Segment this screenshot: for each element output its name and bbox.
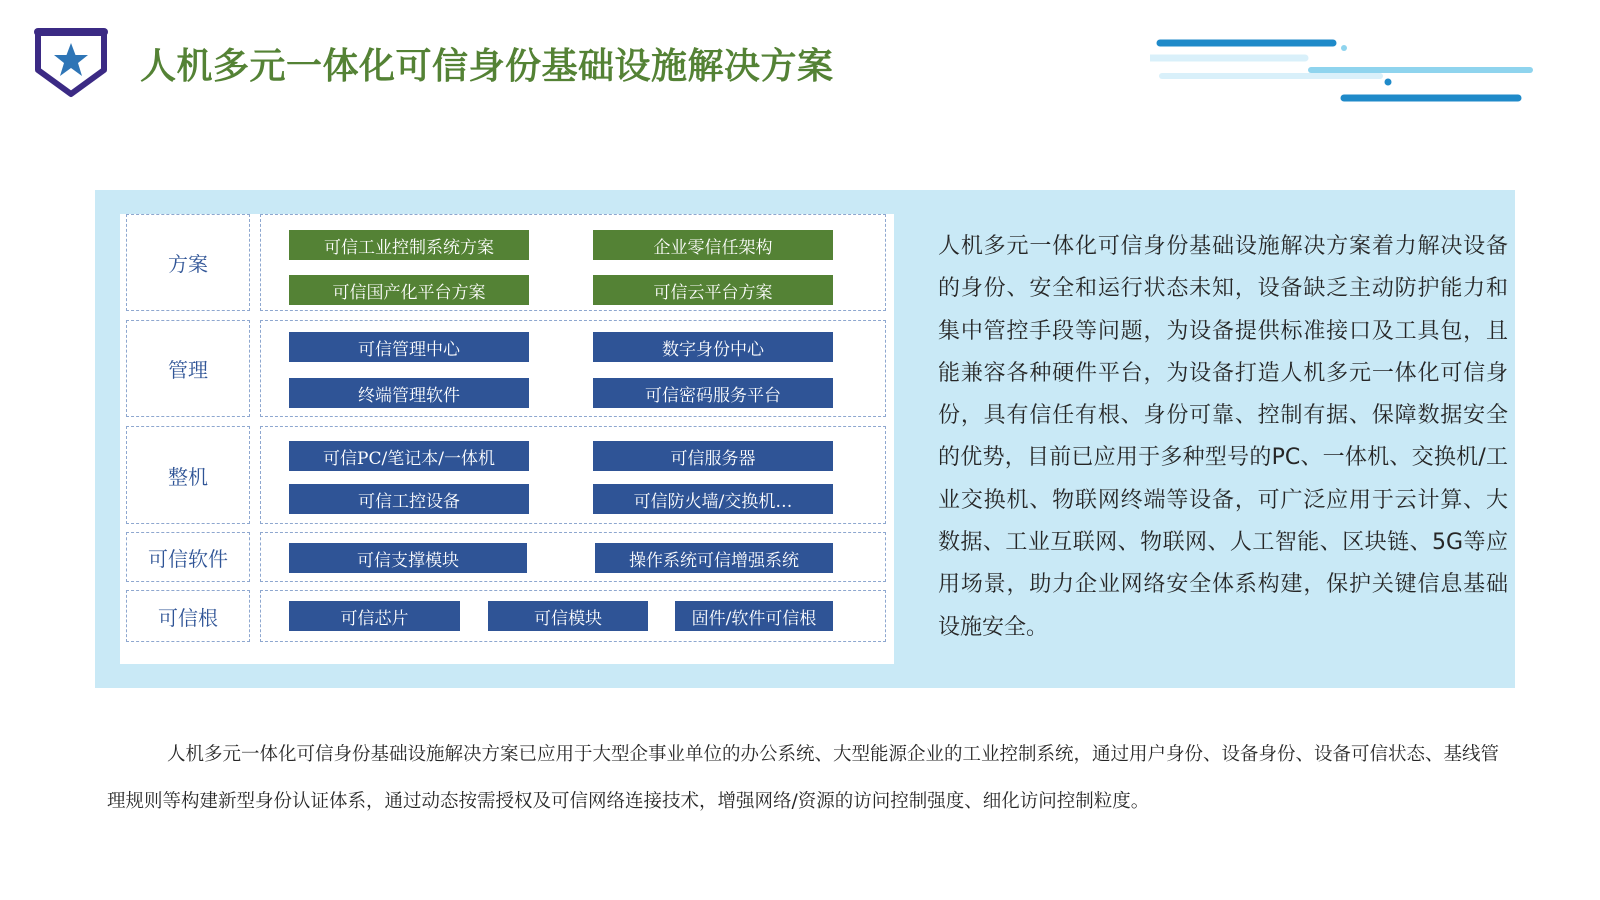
category-root-of-trust: 可信根 bbox=[126, 590, 250, 642]
box-industrial-control-solution: 可信工业控制系统方案 bbox=[289, 230, 529, 260]
box-trusted-module: 可信模块 bbox=[488, 601, 648, 631]
page-title: 人机多元一体化可信身份基础设施解决方案 bbox=[140, 46, 834, 87]
box-industrial-device: 可信工控设备 bbox=[289, 484, 529, 514]
box-trust-management-center: 可信管理中心 bbox=[289, 332, 529, 362]
category-management: 管理 bbox=[126, 320, 250, 417]
box-os-enhancement: 操作系统可信增强系统 bbox=[595, 543, 833, 573]
box-digital-identity-center: 数字身份中心 bbox=[593, 332, 833, 362]
group-solution bbox=[260, 214, 886, 311]
box-support-module: 可信支撑模块 bbox=[289, 543, 527, 573]
box-terminal-management: 终端管理软件 bbox=[289, 378, 529, 408]
box-firmware-root: 固件/软件可信根 bbox=[675, 601, 833, 631]
group-root-of-trust bbox=[260, 590, 886, 642]
box-zero-trust: 企业零信任架构 bbox=[593, 230, 833, 260]
category-hardware: 整机 bbox=[126, 426, 250, 524]
group-management bbox=[260, 320, 886, 417]
decorative-lines bbox=[1150, 34, 1580, 114]
group-hardware bbox=[260, 426, 886, 524]
box-trusted-pc: 可信PC/笔记本/一体机 bbox=[289, 441, 529, 471]
description-text: 人机多元一体化可信身份基础设施解决方案着力解决设备的身份、安全和运行状态未知，设备缺乏主动防护能力和集中管控手段等问题，为设备提供标准接口及工具包，且能兼容各种硬件平台，为设备打造人机多元一体化可信身份，具有信任有根、身份可靠、控制有据、保障数据安全的优势，目前已应用于多种型号的PC、一体机、交换机/工业交换机、物联网终端等设备，可广泛应用于云计算、大数据、工业互联网、物联网、人工智能、区块链、5G等应用场景，助力企业网络安全体系构建，保护关键信息基础设施安全。 bbox=[938, 234, 1508, 640]
category-solution: 方案 bbox=[126, 214, 250, 311]
box-firewall-switch: 可信防火墙/交换机… bbox=[593, 484, 833, 514]
box-trusted-server: 可信服务器 bbox=[593, 441, 833, 471]
group-trusted-software bbox=[260, 532, 886, 582]
bottom-paragraph: 人机多元一体化可信身份基础设施解决方案已应用于大型企事业单位的办公系统、大型能源企业的工业控制系统，通过用户身份、设备身份、设备可信状态、基线管理规则等构建新型身份认证体系，通过动态按需授权及可信网络连接技术，增强网络/资源的访问控制强度、细化访问控制粒度。 bbox=[107, 744, 1500, 812]
star-shield-icon bbox=[34, 26, 108, 100]
box-cloud-platform-solution: 可信云平台方案 bbox=[593, 275, 833, 305]
box-crypto-service-platform: 可信密码服务平台 bbox=[593, 378, 833, 408]
category-trusted-software: 可信软件 bbox=[126, 532, 250, 582]
box-trusted-chip: 可信芯片 bbox=[289, 601, 460, 631]
architecture-diagram bbox=[120, 214, 894, 664]
box-domestic-platform-solution: 可信国产化平台方案 bbox=[289, 275, 529, 305]
